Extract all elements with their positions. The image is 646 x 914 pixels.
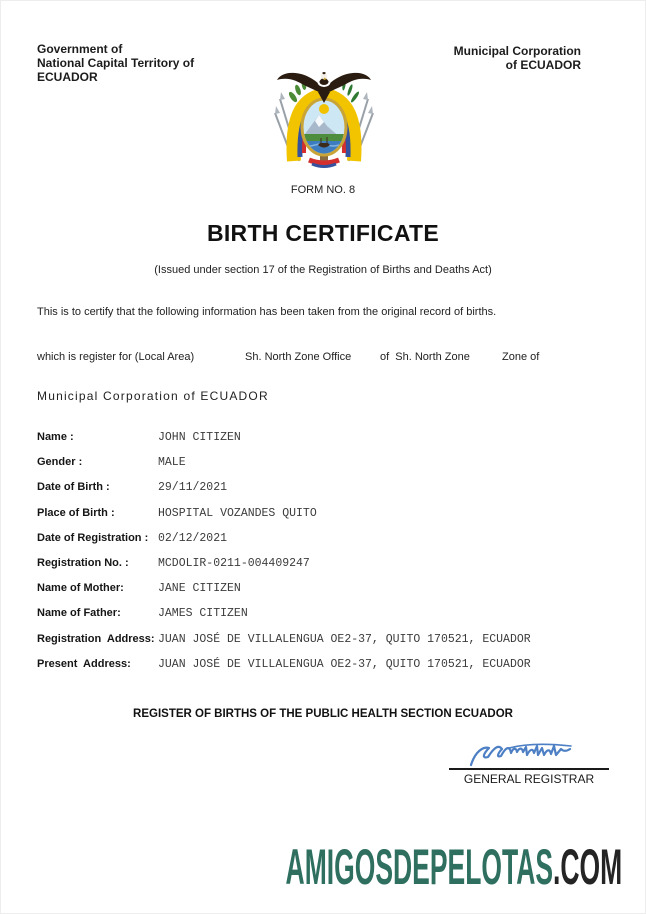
field-value: 29/11/2021: [158, 481, 228, 495]
register-zone-value: of Sh. North Zone: [380, 351, 470, 363]
field-row-date-of-registration: [37, 532, 611, 557]
header-right-line1: Municipal Corporation: [453, 44, 581, 58]
field-label: Registration No. :: [37, 556, 129, 569]
signature-line: [449, 768, 609, 770]
certify-statement: This is to certify that the following information has been taken from the original record of births.: [37, 306, 497, 318]
header-right: [454, 44, 581, 72]
header-left-line2: National Capital Territory of: [37, 56, 195, 70]
field-value: 02/12/2021: [158, 531, 228, 545]
field-value: MALE: [158, 456, 186, 470]
field-row-registration-no: [37, 557, 611, 582]
header-right-line2: of ECUADOR: [505, 58, 581, 72]
field-value: JANE CITIZEN: [158, 582, 241, 596]
header-left-line1: Government of: [37, 42, 123, 56]
field-row-name-of-mother: [37, 582, 611, 607]
watermark: [285, 839, 622, 895]
field-row-name: [37, 431, 611, 456]
field-label: Gender :: [37, 456, 83, 469]
field-row-name-of-father: [37, 607, 611, 632]
register-line-prefix: which is register for (Local Area): [37, 351, 195, 363]
field-label: Place of Birth :: [37, 506, 115, 519]
field-value: MCDOLIR-0211-004409247: [158, 556, 310, 570]
field-value: HOSPITAL VOZANDES QUITO: [158, 506, 317, 520]
field-row-place-of-birth: [37, 507, 611, 532]
field-row-gender: [37, 456, 611, 481]
field-value: JUAN JOSÉ DE VILLALENGUA OE2-37, QUITO 170521, ECUADOR: [158, 657, 531, 671]
register-office-value: Sh. North Zone Office: [245, 351, 352, 363]
field-label: Present Address:: [37, 657, 131, 670]
ecuador-coat-of-arms-icon: [267, 63, 381, 174]
register-of-births-heading: REGISTER OF BIRTHS OF THE PUBLIC HEALTH SECTION ECUADOR: [133, 708, 513, 720]
header-left-line3: ECUADOR: [37, 70, 98, 84]
zone-of-label: Zone of: [502, 351, 540, 363]
certificate-title: BIRTH CERTIFICATE: [206, 220, 440, 246]
municipal-corporation-line: Municipal Corporation of ECUADOR: [37, 389, 269, 403]
certificate-subtitle: (Issued under section 17 of the Registration of Births and Deaths Act): [154, 264, 492, 276]
field-label: Date of Registration :: [37, 531, 149, 544]
field-label: Registration Address:: [37, 632, 155, 645]
watermark-main-text: AMIGOSDEPELOTAS: [285, 839, 553, 895]
field-label: Name :: [37, 431, 74, 443]
field-row-present-address: [37, 658, 611, 683]
birth-record-fields: [37, 431, 611, 683]
registrar-title: GENERAL REGISTRAR: [463, 772, 595, 786]
watermark-suffix-text: .COM: [552, 839, 622, 895]
field-row-date-of-birth: [37, 481, 611, 506]
field-row-registration-address: [37, 633, 611, 658]
field-value: JAMES CITIZEN: [158, 607, 248, 621]
field-label: Name of Father:: [37, 607, 121, 620]
field-value: JUAN JOSÉ DE VILLALENGUA OE2-37, QUITO 170521, ECUADOR: [158, 632, 531, 646]
field-value: JOHN CITIZEN: [158, 431, 241, 444]
field-label: Name of Mother:: [37, 582, 124, 595]
header-left: [37, 42, 194, 84]
field-label: Date of Birth :: [37, 481, 110, 494]
form-number: FORM NO. 8: [290, 184, 356, 196]
